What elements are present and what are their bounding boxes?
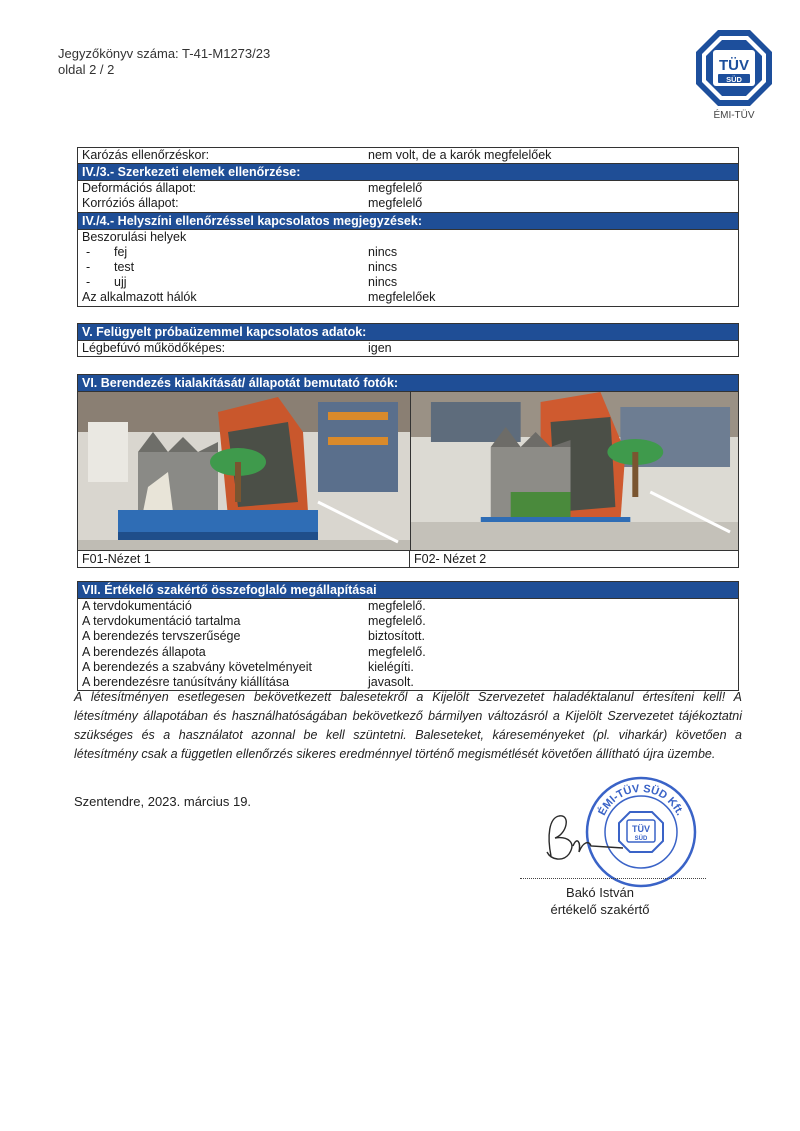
row-label: Az alkalmazott hálók xyxy=(82,290,197,305)
photo-caption-2: F02- Nézet 2 xyxy=(414,552,487,566)
trial-operation-table xyxy=(77,323,739,357)
place-date: Szentendre, 2023. március 19. xyxy=(74,794,252,809)
svg-text:TÜV: TÜV xyxy=(719,57,749,74)
section-heading-onsite: IV./4.- Helyszíni ellenőrzéssel kapcsolatos megjegyzések: xyxy=(78,213,738,230)
table-row xyxy=(78,181,738,196)
row-value: megfelelő xyxy=(368,196,423,211)
document-header xyxy=(58,46,270,78)
section-heading-structure: IV./3.- Szerkezeti elemek ellenőrzése: xyxy=(78,164,738,181)
table-row xyxy=(78,341,738,356)
table-row xyxy=(78,599,738,614)
row-value: nincs xyxy=(368,259,398,274)
table-row xyxy=(78,660,738,675)
row-label: A berendezés tervszerűsége xyxy=(82,629,241,644)
svg-text:TÜV: TÜV xyxy=(632,824,650,834)
row-value: javasolt. xyxy=(368,674,414,689)
row-label: Beszorulási helyek xyxy=(82,229,187,244)
row-label: Karózás ellenőrzéskor: xyxy=(82,148,210,162)
dash: - xyxy=(86,244,91,259)
row-value: megfelelő xyxy=(368,181,423,196)
signer-block xyxy=(520,884,680,918)
table-row xyxy=(78,230,738,245)
row-label: Légbefúvó működőképes: xyxy=(82,341,226,355)
row-label: A tervdokumentáció xyxy=(82,599,192,613)
signature-line xyxy=(520,878,706,879)
section-heading-photos: VI. Berendezés kialakítását/ állapotát bemutató fotók: xyxy=(78,375,738,392)
photo-view-2 xyxy=(411,392,738,550)
row-label: A berendezés a szabvány követelményeit xyxy=(82,659,312,674)
table-row xyxy=(78,614,738,629)
row-label: A tervdokumentáció tartalma xyxy=(82,614,241,629)
row-label: ujj xyxy=(114,275,127,290)
row-label: test xyxy=(114,259,135,274)
row-value: megfelelőek xyxy=(368,290,436,305)
svg-text:SÜD: SÜD xyxy=(634,836,648,842)
photo-view-1 xyxy=(78,392,411,550)
dash: - xyxy=(86,259,91,274)
logo-caption: ÉMI-TÜV xyxy=(713,110,755,121)
row-value: biztosított. xyxy=(368,629,425,644)
row-value: megfelelő. xyxy=(368,644,426,659)
signer-name: Bakó István xyxy=(566,885,634,900)
row-value: nincs xyxy=(368,275,398,290)
photos-table xyxy=(77,374,739,568)
row-label: fej xyxy=(114,244,128,259)
table-row xyxy=(78,645,738,660)
row-label: A berendezésre tanúsítvány kiállítása xyxy=(82,674,290,689)
row-label: Korróziós állapot: xyxy=(82,196,179,211)
row-value: nincs xyxy=(368,244,398,259)
tuv-sud-logo xyxy=(694,28,774,108)
signer-title: értékelő szakértő xyxy=(550,902,650,917)
inspection-table xyxy=(77,147,739,307)
svg-text:ÉMI-TÜV SÜD Kft.: ÉMI-TÜV SÜD Kft. xyxy=(596,782,686,818)
handwritten-signature xyxy=(537,806,627,872)
table-row xyxy=(78,196,738,212)
summary-table xyxy=(77,581,739,691)
section-heading-summary: VII. Értékelő szakértő összefoglaló megállapításai xyxy=(78,582,738,599)
table-row xyxy=(78,290,738,305)
dash: - xyxy=(86,275,91,290)
table-row xyxy=(78,629,738,644)
row-label: A berendezés állapota xyxy=(82,644,206,659)
table-row xyxy=(78,148,738,164)
protocol-number: Jegyzőkönyv száma: T-41-M1273/23 xyxy=(58,46,271,61)
photo-caption-1: F01-Nézet 1 xyxy=(78,551,410,567)
section-heading-trial: V. Felügyelt próbaüzemmel kapcsolatos adatok: xyxy=(78,324,738,341)
row-value: igen xyxy=(368,341,392,355)
legal-notice: A létesítményen esetlegesen bekövetkezett balesetekről a Kijelölt Szervezetet haladéktalanul értesíteni kell! A létesítmény állapotában és használhatóságában bekövetkező bármilyen változásról a Kijelölt Szervezetet tájékoztatni szükséges és a használatot azonnal be kell szüntetni. Baleseteket, káreseményeket (pl. viharkár) követően a létesítmény csak a független ellenőrzés sikeres eredménnyel történő megismétlését követően állítható újra üzembe. xyxy=(74,690,742,761)
table-row xyxy=(78,245,738,260)
row-value: kielégíti. xyxy=(368,659,414,674)
table-row xyxy=(78,275,738,290)
row-value: megfelelő. xyxy=(368,599,426,613)
row-label: Deformációs állapot: xyxy=(82,181,196,196)
page-number: oldal 2 / 2 xyxy=(58,62,115,77)
table-row xyxy=(78,260,738,275)
row-value: megfelelő. xyxy=(368,614,426,629)
svg-text:SÜD: SÜD xyxy=(726,75,742,84)
row-value: nem volt, de a karók megfelelőek xyxy=(368,148,552,162)
